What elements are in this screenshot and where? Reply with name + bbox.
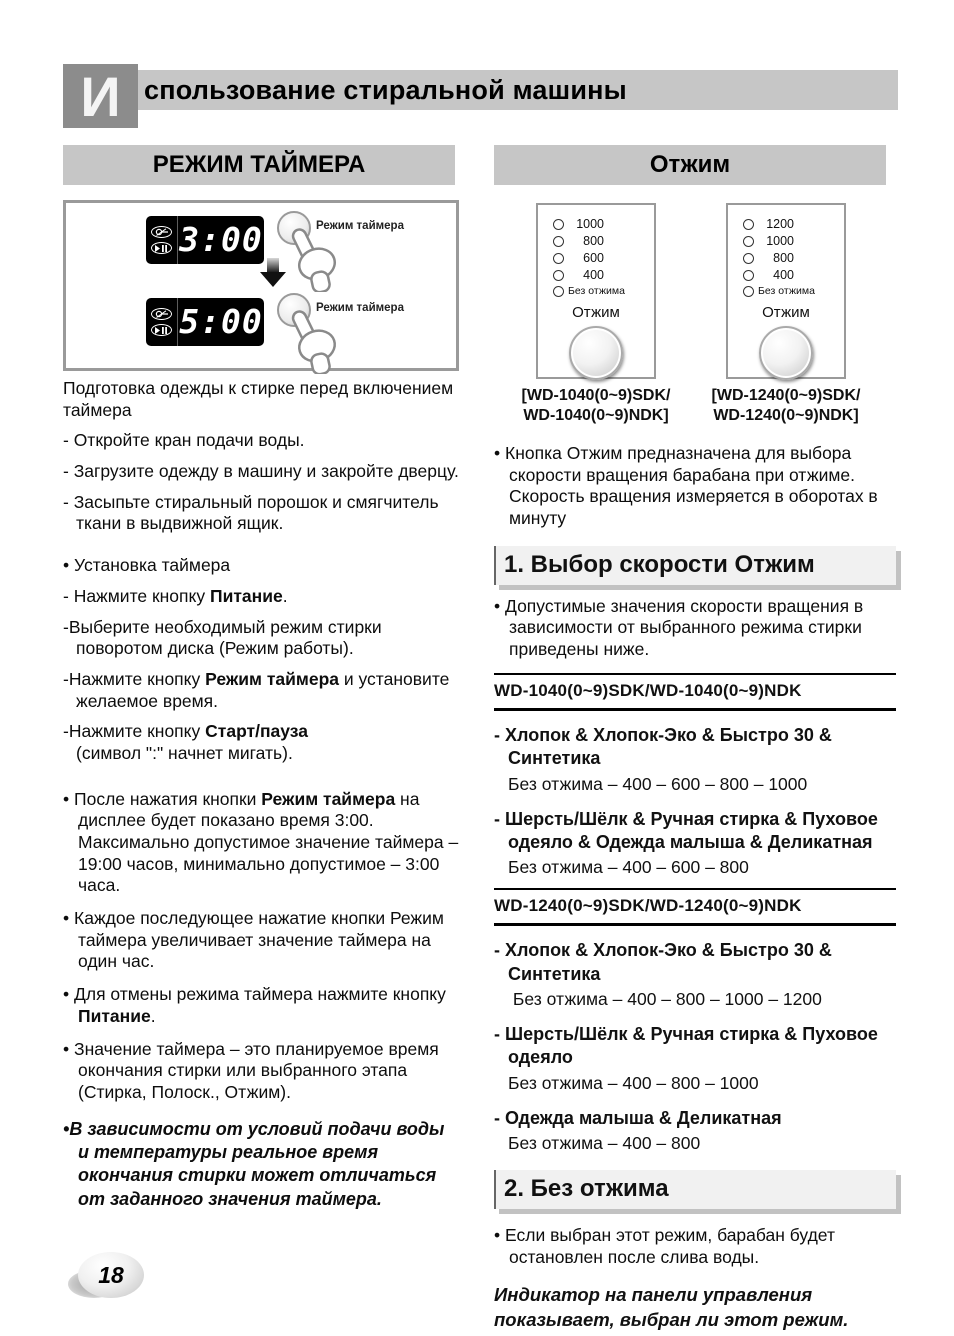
spin-button-icon [569, 326, 623, 380]
speed-indicator-icon [743, 270, 754, 281]
spin-speed-option: 400 [743, 268, 844, 282]
page-title: спользование стиральной машины [138, 70, 898, 110]
spin-speed-option: 800 [553, 234, 654, 248]
spin-speed-option: 800 [743, 251, 844, 265]
prep-step: - Засыпьте стиральный порошок и смягчитель ткани в выдвижной ящик. [63, 491, 439, 534]
spin-button-label: Отжим [572, 304, 620, 321]
prep-heading: Подготовка одежды к стирке перед включением таймера [63, 378, 454, 420]
play-pause-icon [151, 242, 172, 254]
spin-speed-option: Без отжима [743, 285, 844, 297]
speed-table-1240 [494, 890, 896, 1154]
spin-button-label: Отжим [762, 304, 810, 321]
timer-note: • Значение таймера – это планируемое время окончания стирки или выбранного этапа (Стирка, Полоск., Отжим). [63, 1038, 439, 1102]
child-lock-icon [151, 226, 172, 238]
speed-indicator-icon [553, 236, 564, 247]
spin-speed-option: 1000 [743, 234, 844, 248]
speed-indicator-icon [743, 286, 754, 297]
program-speeds: Без отжима – 400 – 800 – 1000 – 1200 [508, 989, 822, 1010]
press-illustration-1 [270, 208, 450, 292]
spin-panels-figure [504, 200, 896, 427]
led-display-before [146, 216, 264, 264]
program-group: - Хлопок & Хлопок-Эко & Быстро 30 & Синтетика [494, 940, 832, 984]
spin-panel-block-1240 [694, 203, 878, 427]
spin-speed-option: 1000 [553, 217, 654, 231]
program-speeds: Без отжима – 400 – 600 – 800 – 1000 [508, 773, 808, 794]
speed-table-1040 [494, 673, 896, 891]
timer-note: • После нажатия кнопки Режим таймера на дисплее будет показано время 3:00. Максимально допустимое значение таймера – 19:00 часов, минимально допустимое – 3:00 часа. [63, 788, 459, 896]
prep-step: - Откройте кран подачи воды. [63, 430, 305, 451]
drop-cap: И [63, 64, 138, 128]
timer-figure [63, 200, 459, 371]
timer-note: • Каждое последующее нажатие кнопки Режим таймера увеличивает значение таймера на один час. [63, 908, 444, 972]
led-display-after [146, 298, 264, 346]
setup-step: -Нажмите кнопку Старт/пауза (символ ":" начнет мигать). [63, 721, 308, 763]
model-header: WD-1040(0~9)SDK/WD-1040(0~9)NDK [494, 673, 896, 711]
panel-caption: [WD-1240(0~9)SDK/ WD-1240(0~9)NDK] [711, 387, 861, 425]
speed-indicator-icon [743, 219, 754, 230]
model-header: WD-1240(0~9)SDK/WD-1240(0~9)NDK [494, 890, 896, 926]
spin-speed-option: 600 [553, 251, 654, 265]
press-illustration-2 [270, 290, 450, 374]
press-button-label: Режим таймера [316, 220, 404, 232]
setup-step: - Нажмите кнопку Питание. [63, 585, 288, 606]
timer-display-value: 5:00 [179, 301, 263, 341]
spin-panel [726, 203, 846, 379]
setup-step: -Выберите необходимый режим стирки поворотом диска (Режим работы). [63, 616, 382, 659]
program-speeds: Без отжима – 400 – 800 [508, 1133, 701, 1154]
speed-indicator-icon [553, 253, 564, 264]
speed-indicator-icon [553, 286, 564, 297]
program-group: - Одежда малыша & Деликатная [494, 1107, 782, 1128]
speed-select-intro: • Допустимые значения скорости вращения в зависимости от выбранного режима стирки приведены ниже. [494, 595, 864, 660]
spin-speed-option: 400 [553, 268, 654, 282]
timer-warning: •В зависимости от условий подачи воды и температуры реальное время окончания стирки может отличаться от заданного значения таймера. [63, 1118, 445, 1209]
program-group: - Шерсть/Шёлк & Ручная стирка & Пуховое одеяло [494, 1024, 878, 1068]
no-spin-note: Индикатор на панели управления показывает, выбран ли этот режим. [494, 1283, 849, 1330]
panel-caption: [WD-1040(0~9)SDK/ WD-1040(0~9)NDK] [521, 387, 671, 425]
spin-button-icon [759, 326, 813, 380]
prep-step: - Загрузите одежду в машину и закройте дверцу. [63, 461, 459, 482]
child-lock-icon [151, 308, 172, 320]
left-column [63, 200, 459, 1211]
play-pause-icon [151, 324, 172, 336]
program-speeds: Без отжима – 400 – 600 – 800 [508, 857, 749, 878]
spin-intro: • Кнопка Отжим предназначена для выбора скорости вращения барабана при отжиме. Скорость вращения измеряется в оборотах в минуту [494, 442, 878, 528]
timer-note: • Для отмены режима таймера нажмите кнопку Питание. [63, 984, 446, 1026]
speed-indicator-icon [743, 253, 754, 264]
spin-speed-option: Без отжима [553, 285, 654, 297]
press-button-label: Режим таймера [316, 302, 404, 314]
led-status-icons [146, 216, 178, 264]
program-speeds: Без отжима – 400 – 800 – 1000 [508, 1072, 759, 1093]
subsection-header-speed-select: 1. Выбор скорости Отжим [494, 546, 896, 585]
speed-indicator-icon [553, 219, 564, 230]
section-header-spin: Отжим [494, 145, 886, 185]
down-arrow-icon [259, 258, 287, 293]
spin-speed-option: 1200 [743, 217, 844, 231]
led-status-icons [146, 298, 178, 346]
page-number-badge [68, 1252, 146, 1304]
spin-panel [536, 203, 656, 379]
spin-panel-block-1040 [504, 203, 688, 427]
timer-display-value: 3:00 [179, 219, 263, 259]
subsection-header-no-spin: 2. Без отжима [494, 1170, 896, 1209]
page-number: 18 [78, 1252, 144, 1298]
speed-indicator-icon [743, 236, 754, 247]
speed-indicator-icon [553, 270, 564, 281]
program-group: - Хлопок & Хлопок-Эко & Быстро 30 & Синтетика [494, 724, 832, 769]
setup-heading: • Установка таймера [63, 555, 231, 576]
section-header-timer-mode: РЕЖИМ ТАЙМЕРА [63, 145, 455, 185]
setup-step: -Нажмите кнопку Режим таймера и установите желаемое время. [63, 668, 450, 711]
program-group: - Шерсть/Шёлк & Ручная стирка & Пуховое одеяло & Одежда малыша & Деликатная [494, 808, 878, 852]
right-column [494, 200, 896, 1333]
no-spin-text: • Если выбран этот режим, барабан будет остановлен после слива воды. [494, 1225, 835, 1267]
